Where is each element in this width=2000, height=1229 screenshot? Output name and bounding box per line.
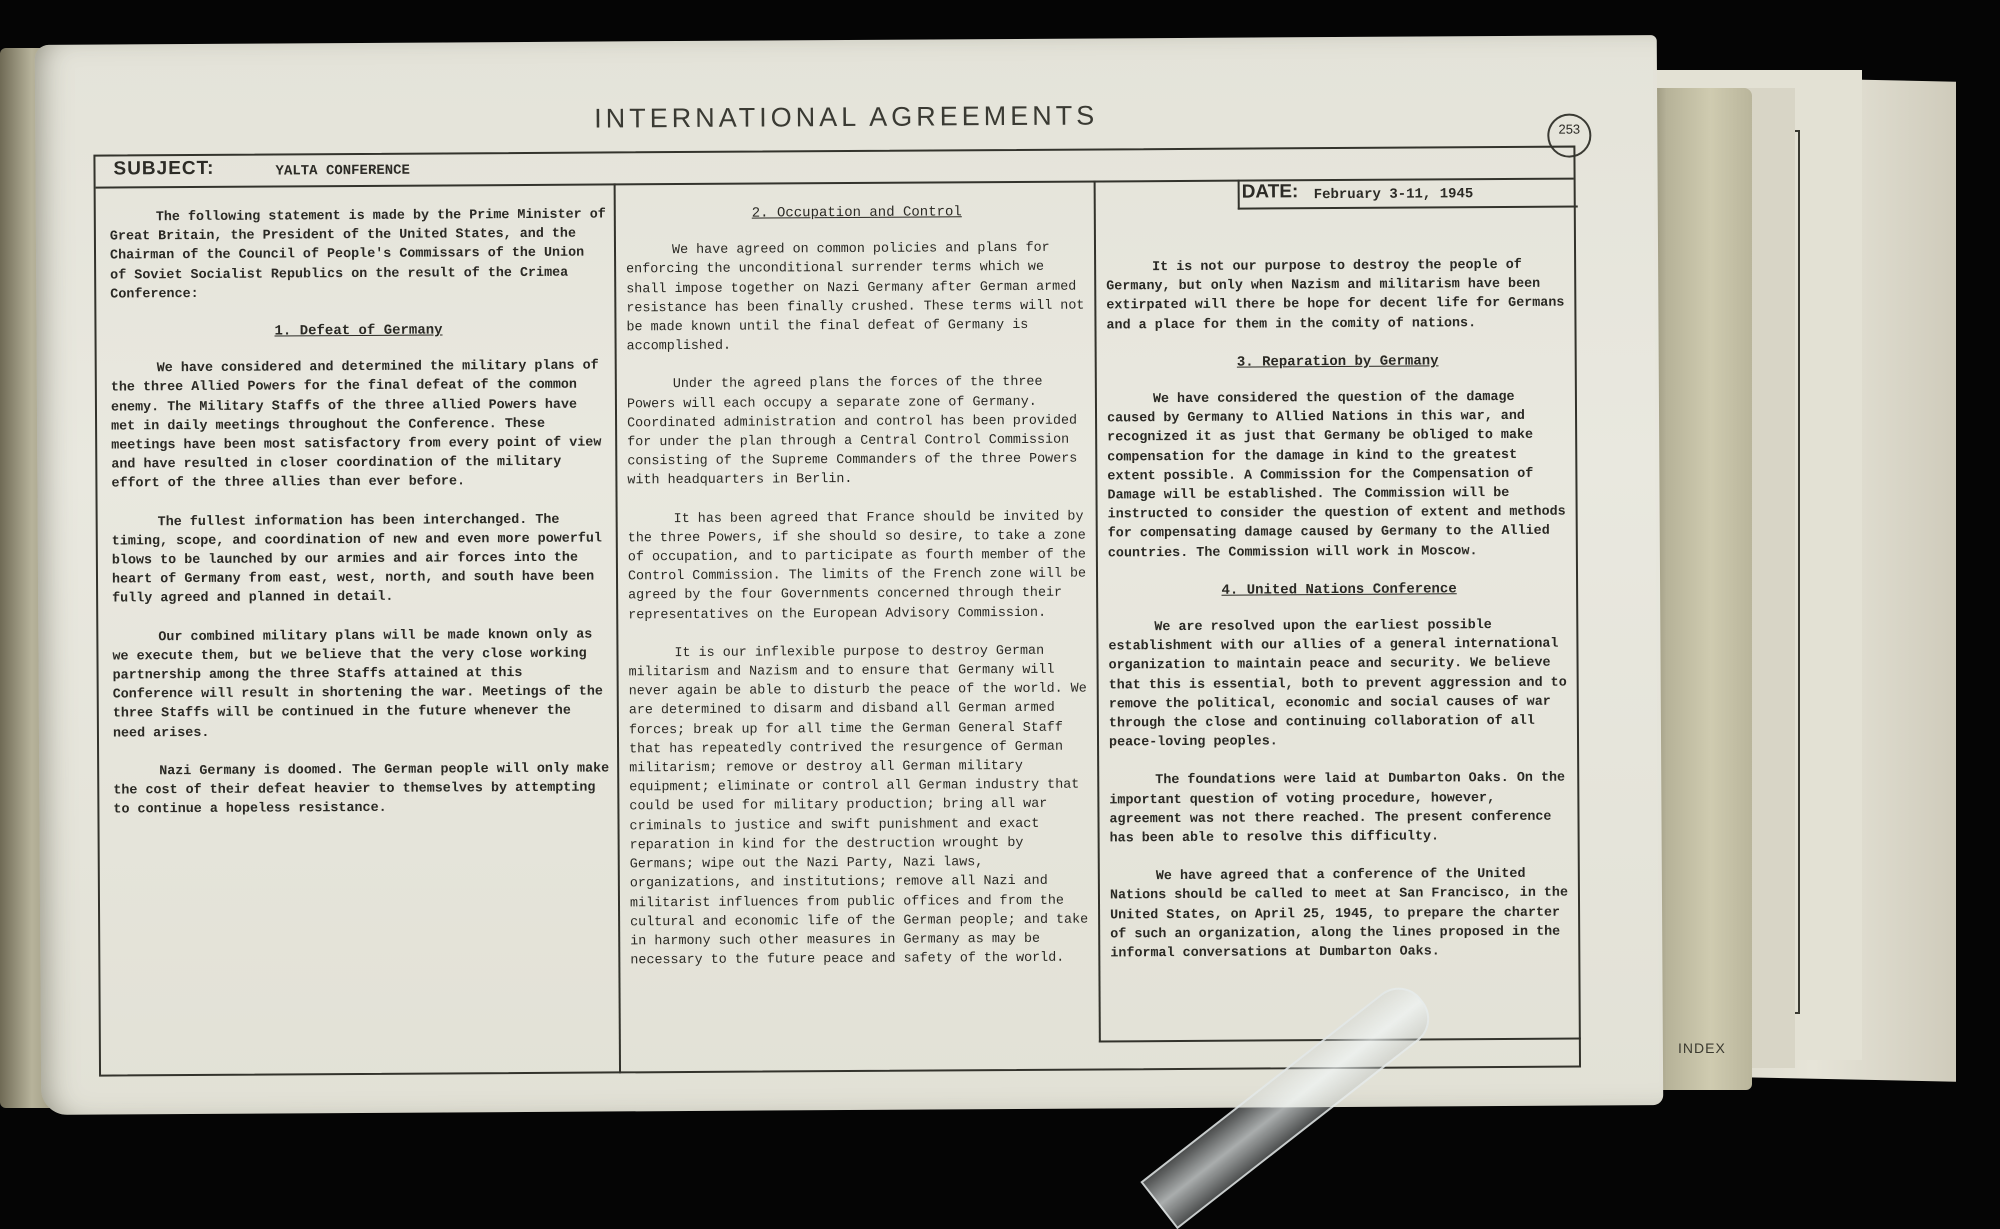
column-2 [626, 203, 1093, 990]
section-heading-2 [626, 203, 1088, 225]
document-page [35, 35, 1664, 1115]
index-tab-label: INDEX [1678, 1040, 1726, 1056]
paragraph: It is our inflexible purpose to destroy German militarism and Nazism and to ensure that Germany will never again be able to disturb the peace of the world. We are determined to disarm and disband all German armed forces; break up for all time the German General Staff that has repeatedly contrived the resurgence of German militarism; remove or destroy all German military equipment; eliminate or control all German industry that could be used for military production; bring all war criminals to justice and swift punishment and exact reparation in kind for the destruction wrought by Germans; wipe out the Nazi Party, Nazi laws, organizations, and institutions; remove all Nazi and militarist influences from public offices and from the cultural and economic life of the German people; and take in harmony such other measures in Germany as may be necessary to the future peace and safety of the world. [628, 643, 1089, 969]
date-value: February 3-11, 1945 [1313, 186, 1474, 204]
section-heading-3 [1107, 351, 1569, 373]
paragraph: It has been agreed that France should be invited by the three Powers, if she should so desire, to take a zone of occupation, and to participate as fourth member of the Control Commission. The limits of the French zone will be agreed by the four Governments concerned through their representatives on the European Advisory Commission. [627, 509, 1087, 624]
subject-value: YALTA CONFERENCE [275, 162, 410, 180]
paragraph: We are resolved upon the earliest possible establishment with our allies of a general international organization to maintain peace and security. We believe that this is essential, both to prevent aggression and to remove the political, economic and social causes of war through the close and continuing collaboration of all peace-loving peoples. [1108, 618, 1567, 751]
page-number-badge: 253 [1547, 113, 1591, 157]
paragraph: Under the agreed plans the forces of the three Powers will each occupy a separate zone of Germany. Coordinated administration and control has been provided for under the plan through a Central Control Commission consisting of the Supreme Commanders of the three Powers with headquarters in Berlin. [626, 375, 1078, 489]
column-divider-2 [1094, 180, 1101, 1042]
paragraph: We have considered and determined the military plans of the three Allied Powers for the final defeat of the common enemy. The Military Staffs of the three allied Powers have met in daily meetings throughout the Conference. These meetings have been most satisfactory from every point of view and have resulted in closer coordination of the military effort of the three allies than ever before. [110, 358, 602, 492]
paragraph: We have agreed that a conference of the United Nations should be called to meet at San Francisco, in the United States, on April 25, 1945, to prepare the charter of such an organization, along the lines proposed in the informal conversations at Dumbarton Oaks. [1109, 867, 1569, 962]
section-heading-2-text: 2. Occupation and Control [751, 204, 962, 222]
index-tab[interactable] [1648, 88, 1752, 1090]
page-title: INTERNATIONAL AGREEMENTS [594, 100, 1099, 134]
date-box [1238, 178, 1578, 210]
paragraph: The foundations were laid at Dumbarton Oaks. On the important question of voting procedure, however, agreement was not there reached. The present conference has been able to resolve this difficulty. [1109, 771, 1566, 847]
subject-label: SUBJECT: [113, 157, 215, 180]
column-3 [1106, 256, 1572, 983]
section-heading-1-text: 1. Defeat of Germany [274, 322, 443, 340]
date-label: DATE: [1241, 181, 1299, 203]
section-heading-3-text: 3. Reparation by Germany [1236, 353, 1439, 371]
form-frame [93, 146, 1581, 1077]
paragraph: Nazi Germany is doomed. The German people will only make the cost of their defeat heavier to themselves by attempting to continue a hopeless resistance. [113, 761, 610, 818]
paragraph: It is not our purpose to destroy the people of Germany, but only when Nazism and militarism have been extirpated will there be hope for decent life for Germans and a place for them in the comity of nations. [1106, 257, 1565, 334]
intro-paragraph: The following statement is made by the Prime Minister of Great Britain, the President of the United States, and the Chairman of the Council of People's Commissars of the Union of Soviet Socialist Republics on the result of the Crimea Conference: [109, 207, 606, 303]
paragraph: The fullest information has been interchanged. The timing, scope, and coordination of new and even more powerful blows to be launched by our armies and air forces into the heart of Germany from east, west, north, and south have been fully agreed and planned in detail. [111, 512, 603, 607]
section-heading-4 [1108, 579, 1570, 601]
section-heading-4-text: 4. United Nations Conference [1221, 581, 1457, 599]
column-1 [110, 205, 610, 839]
column-divider-1 [614, 183, 621, 1073]
paragraph: Our combined military plans will be made known only as we execute them, but we believe that the very close working partnership among the three Staffs attained at this Conference will result in shortening the war. Meetings of the three Staffs will be continued in the future whenever the need arises. [112, 627, 603, 742]
paragraph: We have considered the question of the damage caused by Germany to Allied Nations in this war, and recognized it as just that Germany be obliged to make compensation for the damage in kind to the greatest extent possible. A Commission for the Compensation of Damage will be established. The Commission will be instructed to consider the question of extent and methods for compensating damage caused by Germany to the Allied countries. The Commission will work in Moscow. [1107, 389, 1566, 562]
paragraph: We have agreed on common policies and plans for enforcing the unconditional surrender terms which we shall impose together on Nazi Germany after German armed resistance has been finally crushed. These terms will not be made known until the final defeat of Germany is accomplished. [626, 240, 1085, 355]
section-heading-1 [110, 320, 606, 342]
